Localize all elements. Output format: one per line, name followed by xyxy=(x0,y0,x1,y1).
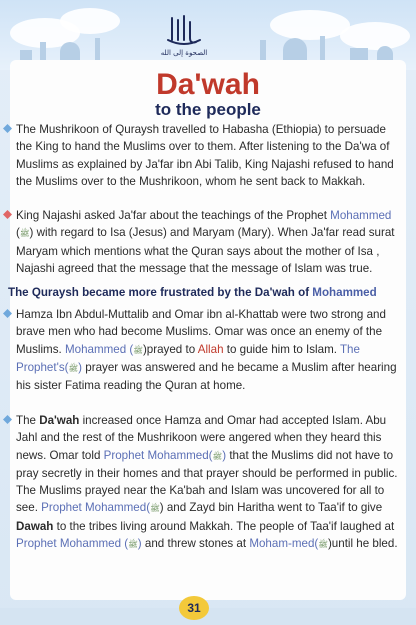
bullet-icon xyxy=(3,309,12,318)
section-heading: The Quraysh became more frustrated by the Da'wah of Mohammed xyxy=(8,286,377,299)
paragraph-3: Hamza Ibn Abdul-Muttalib and Omar ibn al-Khattab were two strong and brave men who had become Muslims. Omar was once an enemy of the Muslims. Mohammed (ﷺ)prayed to Allah to guide him to Islam. The Prophet's(ﷺ) prayer was answered and he became a Muslim after hearing his sister Fatima reading the Quran at home. xyxy=(16,306,404,394)
paragraph-2: King Najashi asked Ja'far about the teachings of the Prophet Mohammed (ﷺ) with regard to Isa (Jesus) and Maryam (Mary). When Ja'far read surat Maryam which mentions what the Quran says about the mother of Isa , Najashi agreed that the message that the message of Islam was true. xyxy=(16,207,404,277)
paragraph-1: The Mushrikoon of Quraysh travelled to Habasha (Ethiopia) to persuade the King to hand the Muslims over to them. After listening to the Da'wa of Muslims as explained by Ja'far ibn Abi Talib, King Najashi refused to hand the Muslims over to the Mushrikoon, whom he sent back to Makkah. xyxy=(16,121,404,190)
page-number-badge: 31 xyxy=(179,596,209,620)
logo-caption: الصحوة إلى الله xyxy=(160,49,208,57)
page-subtitle: to the people xyxy=(155,100,261,119)
bullet-icon xyxy=(3,415,12,424)
page-title: Da'wah xyxy=(156,68,260,101)
bullet-icon xyxy=(3,210,12,219)
calligraphy-logo xyxy=(154,14,214,58)
bullet-icon xyxy=(3,124,12,133)
paragraph-4: The Da'wah increased once Hamza and Omar had accepted Islam. Abu Jahl and the rest of the Mushrikoon were angered when they heard this news. Omar told Prophet Mohammed(ﷺ) that the Muslims did not have to pray secretly in their homes and that prayer should be performed in public. The Muslims prayed near the Ka'bah and Islam was uncovered for all to see. Prophet Mohammed(ﷺ) and Zayd bin Haritha went to Taa'if to give Dawah to the tribes living around Makkah. The people of Taa'if laughed at Prophet Mohammed (ﷺ) and threw stones at Moham-med(ﷺ)until he bled. xyxy=(16,412,404,553)
